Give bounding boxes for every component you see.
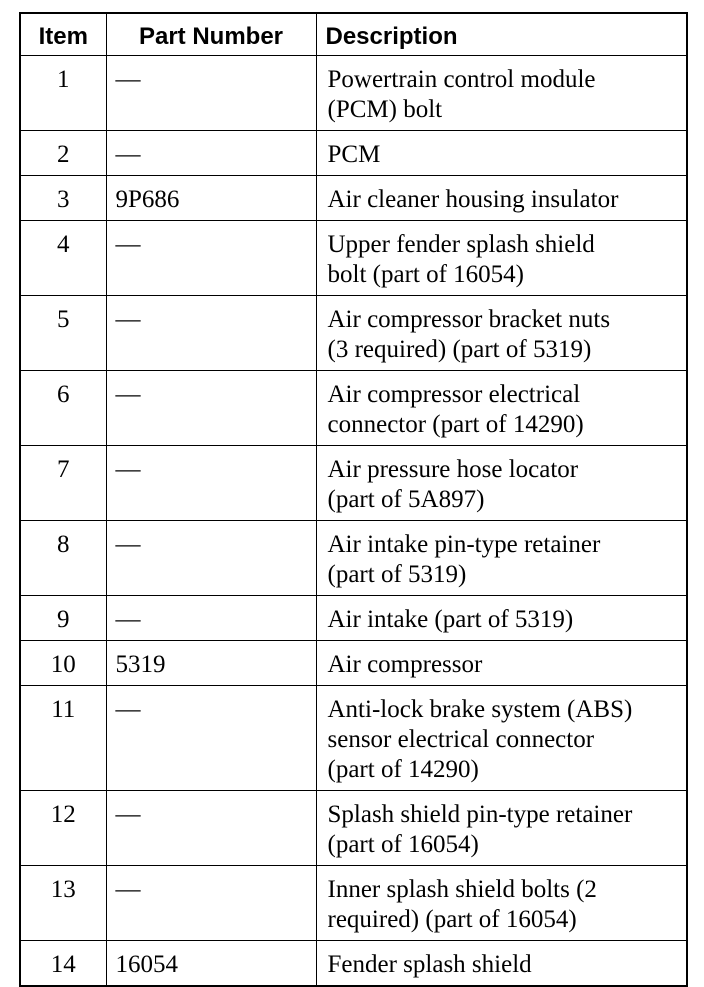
description-line: sensor electrical connector xyxy=(327,725,595,753)
description xyxy=(316,55,687,130)
description-line: Fender splash shield xyxy=(327,950,532,978)
description-line: Air compressor bracket nuts xyxy=(327,305,611,333)
parts-table xyxy=(19,12,688,987)
description-line: Air cleaner housing insulator xyxy=(327,185,619,213)
description-line: (part of 14290) xyxy=(327,755,479,783)
item-number: 13 xyxy=(20,865,106,940)
part-number: — xyxy=(106,370,316,445)
header-item: Item xyxy=(20,13,106,55)
item-number: 2 xyxy=(20,130,106,175)
description-line: Air compressor xyxy=(327,650,483,678)
table-row xyxy=(20,370,687,445)
part-number: 16054 xyxy=(106,940,316,986)
item-number: 11 xyxy=(20,685,106,790)
description-line: Inner splash shield bolts (2 xyxy=(327,875,597,903)
description xyxy=(316,640,687,685)
part-number: — xyxy=(106,445,316,520)
description-line: Anti-lock brake system (ABS) xyxy=(327,695,633,723)
description-line: (PCM) bolt xyxy=(327,95,443,123)
part-number: — xyxy=(106,865,316,940)
header-row xyxy=(20,13,687,55)
item-number: 1 xyxy=(20,55,106,130)
description-line: Air compressor electrical xyxy=(327,380,581,408)
description xyxy=(316,370,687,445)
part-number: 5319 xyxy=(106,640,316,685)
description xyxy=(316,175,687,220)
table-row xyxy=(20,55,687,130)
part-number: — xyxy=(106,220,316,295)
table-row xyxy=(20,445,687,520)
table-row xyxy=(20,595,687,640)
header-part-number: Part Number xyxy=(106,13,316,55)
item-number: 10 xyxy=(20,640,106,685)
item-number: 6 xyxy=(20,370,106,445)
description-line: Powertrain control module xyxy=(327,65,596,93)
item-number: 8 xyxy=(20,520,106,595)
description xyxy=(316,445,687,520)
part-number: — xyxy=(106,295,316,370)
table-row xyxy=(20,640,687,685)
table-row xyxy=(20,790,687,865)
part-number: — xyxy=(106,790,316,865)
description xyxy=(316,940,687,986)
description-line: Air pressure hose locator xyxy=(327,455,579,483)
table-body xyxy=(20,55,687,986)
item-number: 14 xyxy=(20,940,106,986)
table-row xyxy=(20,865,687,940)
description-line: PCM xyxy=(327,140,381,168)
description xyxy=(316,520,687,595)
table-row xyxy=(20,175,687,220)
item-number: 12 xyxy=(20,790,106,865)
description xyxy=(316,220,687,295)
item-number: 7 xyxy=(20,445,106,520)
table-row xyxy=(20,940,687,986)
item-number: 5 xyxy=(20,295,106,370)
description-line: (part of 16054) xyxy=(327,830,479,858)
description xyxy=(316,790,687,865)
part-number: 9P686 xyxy=(106,175,316,220)
part-number: — xyxy=(106,55,316,130)
item-number: 4 xyxy=(20,220,106,295)
description xyxy=(316,685,687,790)
table-row xyxy=(20,685,687,790)
table-row xyxy=(20,520,687,595)
description-line: Air intake pin-type retainer xyxy=(327,530,601,558)
description-line: (part of 5319) xyxy=(327,560,467,588)
description-line: Splash shield pin-type retainer xyxy=(327,800,633,828)
part-number: — xyxy=(106,685,316,790)
table-row xyxy=(20,130,687,175)
part-number: — xyxy=(106,520,316,595)
description xyxy=(316,595,687,640)
description xyxy=(316,865,687,940)
description-line: (3 required) (part of 5319) xyxy=(327,335,592,363)
description xyxy=(316,130,687,175)
part-number: — xyxy=(106,595,316,640)
table-row xyxy=(20,220,687,295)
item-number: 9 xyxy=(20,595,106,640)
description xyxy=(316,295,687,370)
description-line: bolt (part of 16054) xyxy=(327,260,524,288)
item-number: 3 xyxy=(20,175,106,220)
part-number: — xyxy=(106,130,316,175)
description-line: required) (part of 16054) xyxy=(327,905,577,933)
header-description: Description xyxy=(316,13,687,55)
description-line: (part of 5A897) xyxy=(327,485,485,513)
description-line: connector (part of 14290) xyxy=(327,410,584,438)
description-line: Upper fender splash shield xyxy=(327,230,595,258)
description-line: Air intake (part of 5319) xyxy=(327,605,574,633)
table-row xyxy=(20,295,687,370)
